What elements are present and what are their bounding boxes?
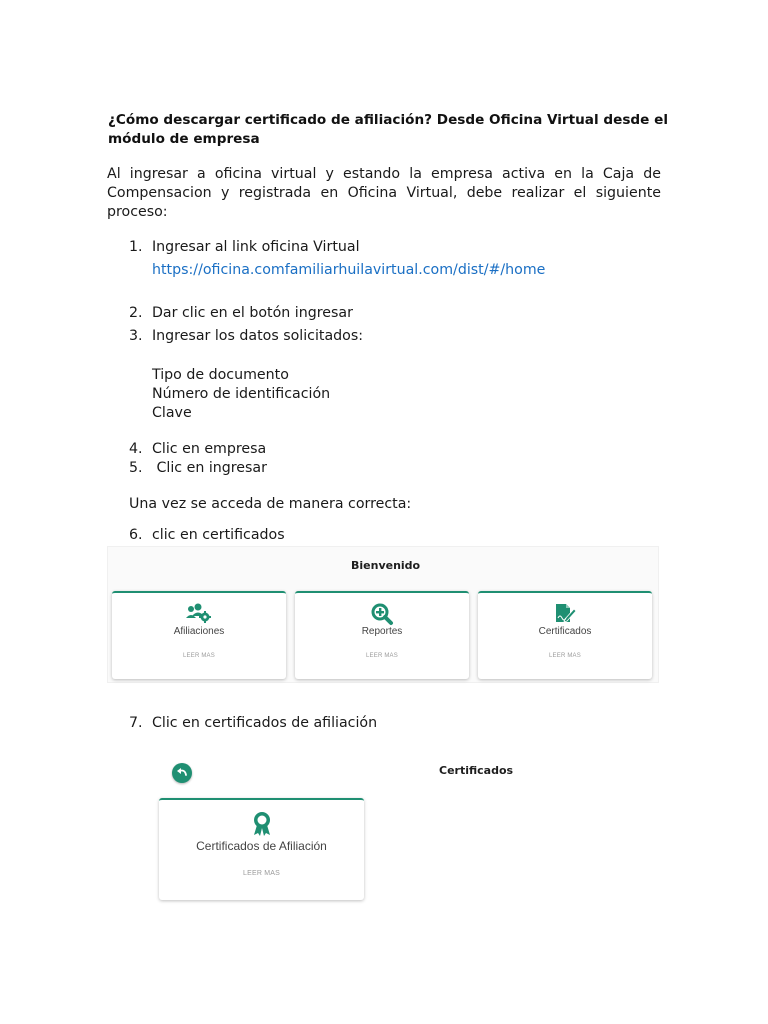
step-number: 2. <box>129 305 143 321</box>
office-link[interactable]: https://oficina.comfamiliarhuilavirtual.com/dist/#/home <box>152 262 546 278</box>
step-4 <box>129 440 266 459</box>
read-more-link[interactable]: LEER MAS <box>549 653 581 659</box>
back-button[interactable] <box>172 763 192 783</box>
read-more-link[interactable]: LEER MAS <box>183 653 215 659</box>
file-signature-icon <box>553 602 577 626</box>
step-number: 3. <box>129 328 143 344</box>
undo-icon <box>172 763 192 783</box>
certificates-title: Certificados <box>439 764 514 777</box>
card-certificados-afiliacion[interactable] <box>159 798 364 900</box>
step-text: Clic en ingresar <box>152 460 267 476</box>
card-certificados[interactable] <box>478 591 652 679</box>
step-1 <box>129 238 360 257</box>
card-label: Reportes <box>361 626 403 637</box>
step-number: 5. <box>129 460 143 476</box>
step-number: 4. <box>129 441 143 457</box>
card-reportes[interactable] <box>295 591 469 679</box>
users-gear-icon <box>185 603 213 625</box>
step-5 <box>129 459 267 478</box>
step-number: 7. <box>129 715 143 731</box>
step-text: clic en certificados <box>152 527 285 543</box>
intro-paragraph: Al ingresar a oficina virtual y estando la empresa activa en la Caja de Compensacion y registrada en Oficina Virtual, debe realizar el siguiente proceso: <box>107 166 661 220</box>
step-2 <box>129 304 353 323</box>
card-label: Certificados de Afiliación <box>196 839 327 853</box>
step-7 <box>129 714 377 733</box>
step-number: 1. <box>129 239 143 255</box>
screenshot-welcome <box>107 546 659 683</box>
after-login-text: Una vez se acceda de manera correcta: <box>129 496 412 512</box>
step-text: Dar clic en el botón ingresar <box>152 305 353 321</box>
field-document-type: Tipo de documento <box>152 367 289 383</box>
award-ribbon-icon <box>251 811 273 837</box>
card-afiliaciones[interactable] <box>112 591 286 679</box>
card-label: Certificados <box>538 626 592 637</box>
read-more-link[interactable]: LEER MAS <box>243 870 280 877</box>
field-password: Clave <box>152 405 192 421</box>
document-title: ¿Cómo descargar certificado de afiliación? Desde Oficina Virtual desde el módulo de empresa <box>108 112 668 147</box>
card-label: Afiliaciones <box>173 626 225 637</box>
field-id-number: Número de identificación <box>152 386 331 402</box>
screenshot-certificates <box>157 752 537 904</box>
step-text: Ingresar al link oficina Virtual <box>152 239 360 255</box>
step-number: 6. <box>129 527 143 543</box>
step-3 <box>129 327 363 346</box>
search-plus-icon <box>370 602 394 626</box>
step-6 <box>129 526 285 545</box>
welcome-title: Bienvenido <box>351 559 421 572</box>
read-more-link[interactable]: LEER MAS <box>366 653 398 659</box>
step-text: Ingresar los datos solicitados: <box>152 328 364 344</box>
step-text: Clic en certificados de afiliación <box>152 715 378 731</box>
step-text: Clic en empresa <box>152 441 267 457</box>
